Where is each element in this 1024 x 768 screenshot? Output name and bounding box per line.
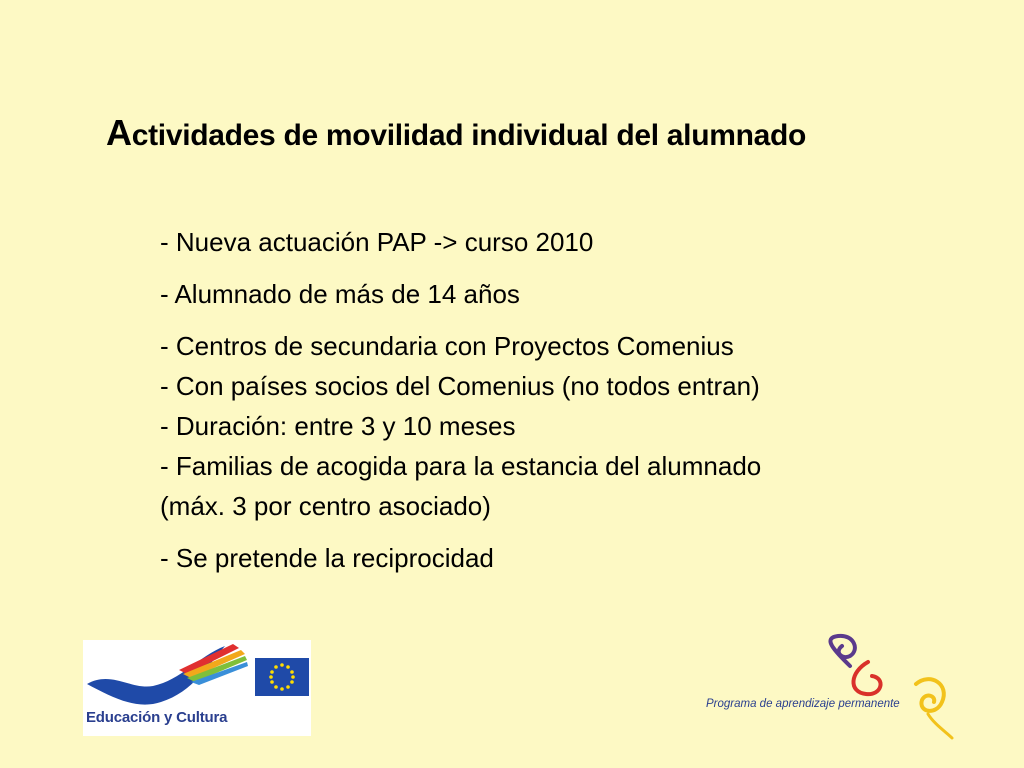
bullet-item: - Familias de acogida para la estancia del alumnado: [160, 451, 762, 481]
lifelong-learning-logo: [700, 632, 960, 742]
bullet-item: - Con países socios del Comenius (no todos entran): [160, 371, 760, 401]
bullet-item: - Se pretende la reciprocidad: [160, 543, 494, 573]
bullet-item: - Alumnado de más de 14 años: [160, 279, 520, 309]
bullet-list: [160, 222, 761, 578]
bullet-item: - Centros de secundaria con Proyectos Comenius: [160, 331, 734, 361]
slide-title: [106, 112, 806, 154]
bullet-item: - Nueva actuación PAP -> curso 2010: [160, 227, 594, 257]
logo-right-label: Programa de aprendizaje permanente: [706, 698, 900, 710]
bullet-item: - Duración: entre 3 y 10 meses: [160, 411, 516, 441]
title-initial: A: [106, 112, 132, 153]
logo-left-label: Educación y Cultura: [86, 709, 228, 726]
education-culture-logo: [83, 640, 311, 736]
lifelong-learning-swirl-icon: [700, 632, 960, 742]
bullet-item-continuation: (máx. 3 por centro asociado): [160, 491, 491, 521]
title-rest: ctividades de movilidad individual del alumnado: [131, 119, 807, 152]
